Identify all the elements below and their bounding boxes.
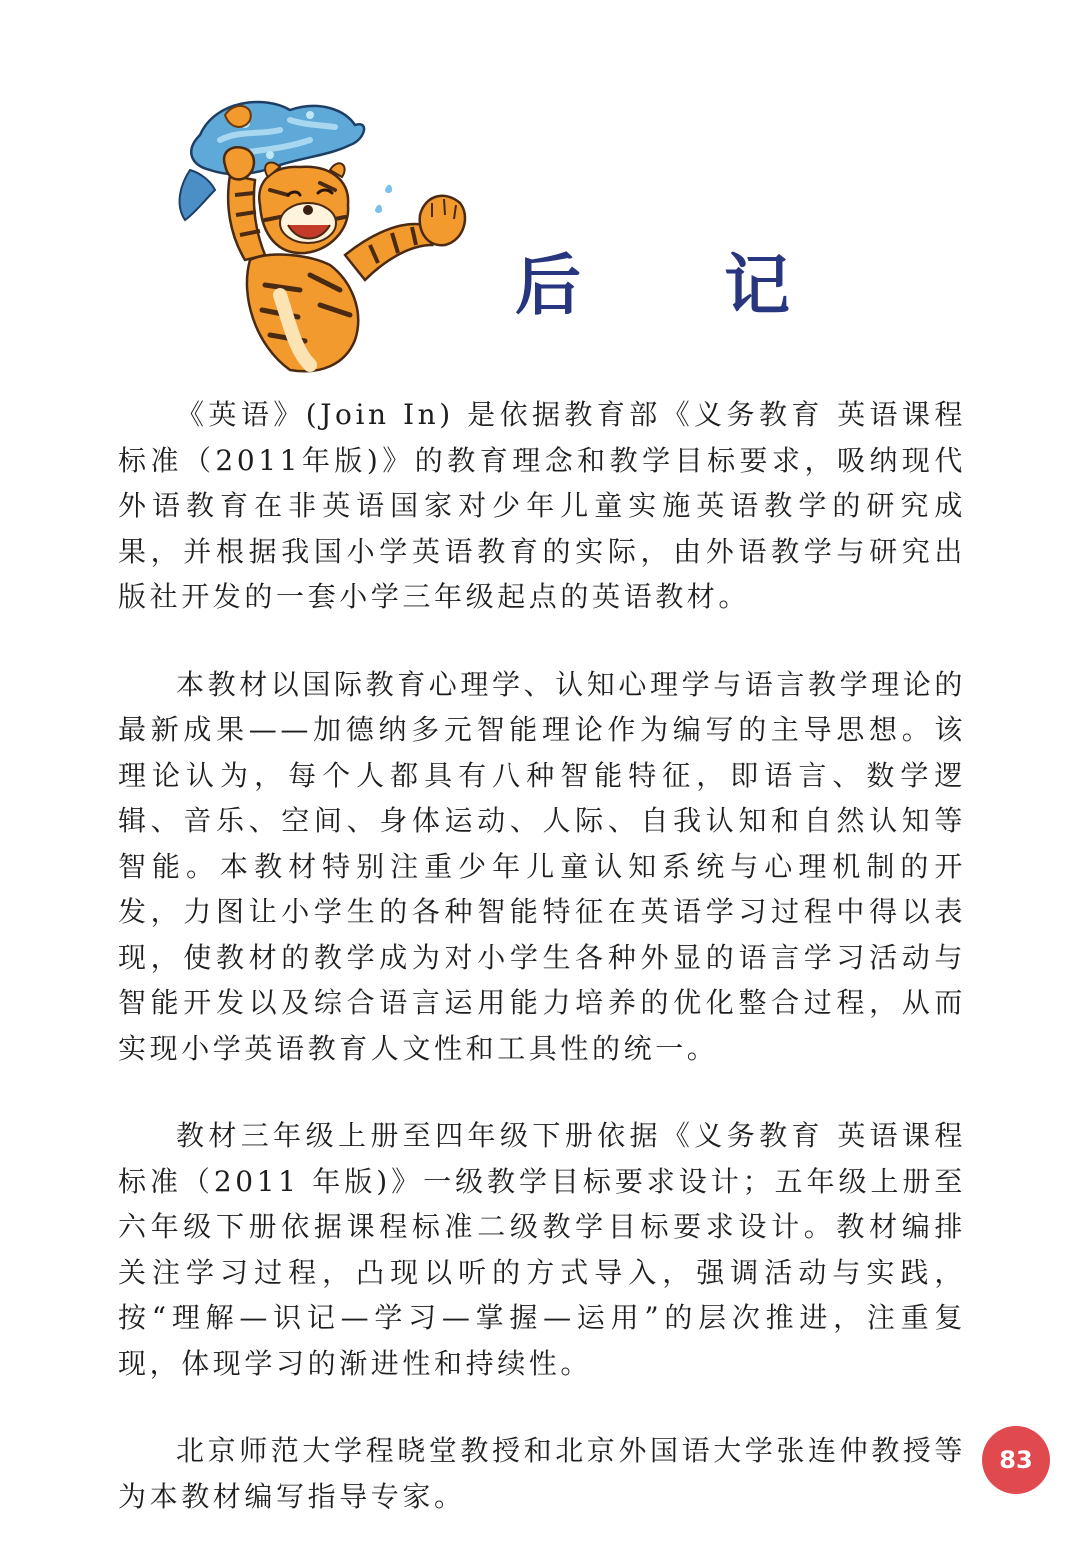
paragraph: 本教材以国际教育心理学、认知心理学与语言教学理论的最新成果——加德纳多元智能理论作为编写的主导思想。该理论认为，每个人都具有八种智能特征，即语言、数学逻辑、音乐、空间、身体运动、人际、自我认知和自然认知等智能。本教材特别注重少年儿童认知系统与心理机制的开发，力图让小学生的各种智能特征在英语学习过程中得以表现，使教材的教学成为对小学生各种外显的语言学习活动与智能开发以及综合语言运用能力培养的优化整合过程，从而实现小学英语教育人文性和工具性的统一。: [118, 667, 967, 1065]
page-number-badge: 83: [982, 1426, 1050, 1494]
paragraph: 教材三年级上册至四年级下册依据《义务教育 英语课程标准（2011 年版)》一级教学目标要求设计；五年级上册至六年级下册依据课程标准二级教学目标要求设计。教材编排关注学习过程，凸现以听的方式导入，强调活动与实践，按“理解—识记—学习—掌握—运用”的层次推进，注重复现，体现学习的渐进性和持续性。: [118, 1119, 966, 1380]
page-title: 后 记: [515, 247, 850, 324]
afterword-body: [118, 392, 966, 1561]
paragraph: 《英语》(Join In) 是依据教育部《义务教育 英语课程标准（2011年版)》的教育理念和教学目标要求，吸纳现代外语教育在非英语国家对少年儿童实施英语教学的研究成果，并根据我国小学英语教育的实际，由外语教学与研究出版社开发的一套小学三年级起点的英语教材。: [118, 398, 966, 613]
paragraph: 北京师范大学程晓堂教授和北京外国语大学张连仲教授等为本教材编写指导专家。: [118, 1434, 967, 1513]
tiger-mascot-icon: [170, 95, 490, 380]
